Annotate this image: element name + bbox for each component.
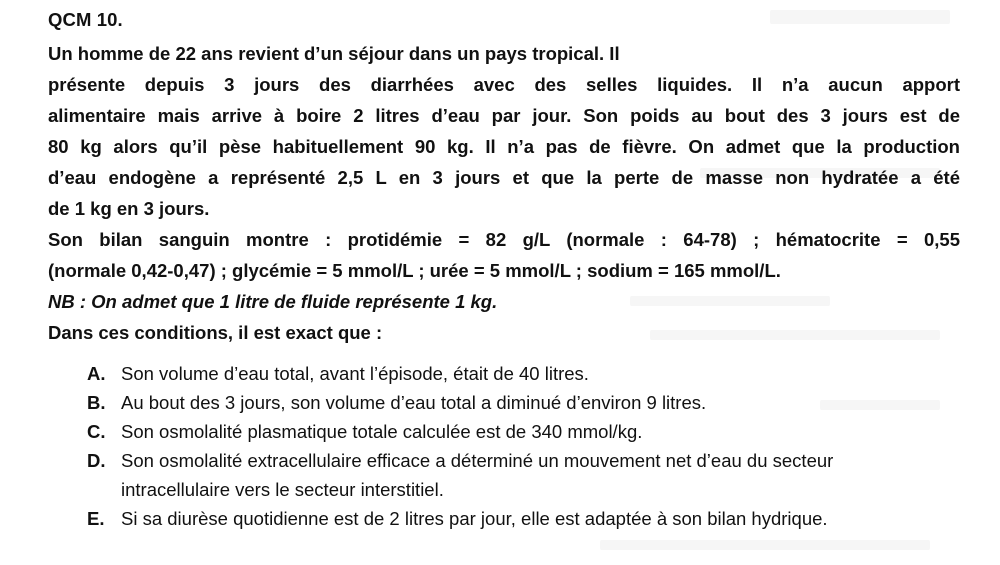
option-letter: D. — [87, 450, 106, 471]
question-stem — [48, 38, 960, 348]
option-c — [87, 417, 947, 446]
stem-line: (normale 0,42-0,47) ; glycémie = 5 mmol/L ; urée = 5 mmol/L ; sodium = 165 mmol/L. — [48, 260, 781, 281]
answer-options — [87, 359, 947, 533]
question-title: QCM 10. — [48, 9, 123, 30]
bleed-through-mark — [770, 10, 950, 24]
stem-line: de 1 kg en 3 jours. — [48, 198, 210, 219]
stem-line: d’eau endogène a représenté 2,5 L en 3 jours et que la perte de masse non hydratée a été — [48, 167, 960, 188]
option-text: Si sa diurèse quotidienne est de 2 litres par jour, elle est adaptée à son bilan hydrique. — [121, 508, 828, 529]
option-e — [87, 504, 947, 533]
nota-bene-line: NB : On admet que 1 litre de fluide représente 1 kg. — [48, 291, 498, 312]
stem-prompt-line: Dans ces conditions, il est exact que : — [48, 322, 383, 343]
stem-line: Son bilan sanguin montre : protidémie = 82 g/L (normale : 64-78) ; hématocrite = 0,55 — [48, 229, 960, 250]
option-text: Son volume d’eau total, avant l’épisode, était de 40 litres. — [121, 363, 589, 384]
option-a — [87, 359, 947, 388]
option-letter: B. — [87, 392, 106, 413]
option-d — [87, 446, 947, 504]
stem-line: présente depuis 3 jours des diarrhées avec des selles liquides. Il n’a aucun apport — [48, 74, 960, 95]
stem-line: Un homme de 22 ans revient d’un séjour dans un pays tropical. Il — [48, 43, 620, 64]
stem-line: alimentaire mais arrive à boire 2 litres d’eau par jour. Son poids au bout des 3 jours est de — [48, 105, 960, 126]
stem-line: 80 kg alors qu’il pèse habituellement 90 kg. Il n’a pas de fièvre. On admet que la production — [48, 136, 960, 157]
option-text: Son osmolalité plasmatique totale calculée est de 340 mmol/kg. — [121, 421, 643, 442]
option-letter: A. — [87, 363, 106, 384]
option-text: Au bout des 3 jours, son volume d’eau total a diminué d’environ 9 litres. — [121, 392, 707, 413]
option-b — [87, 388, 947, 417]
option-letter: C. — [87, 421, 106, 442]
option-text: Son osmolalité extracellulaire efficace a déterminé un mouvement net d’eau du secteur intracellulaire vers le secteur interstitiel. — [121, 450, 834, 500]
bleed-through-mark — [600, 540, 930, 550]
option-letter: E. — [87, 508, 105, 529]
